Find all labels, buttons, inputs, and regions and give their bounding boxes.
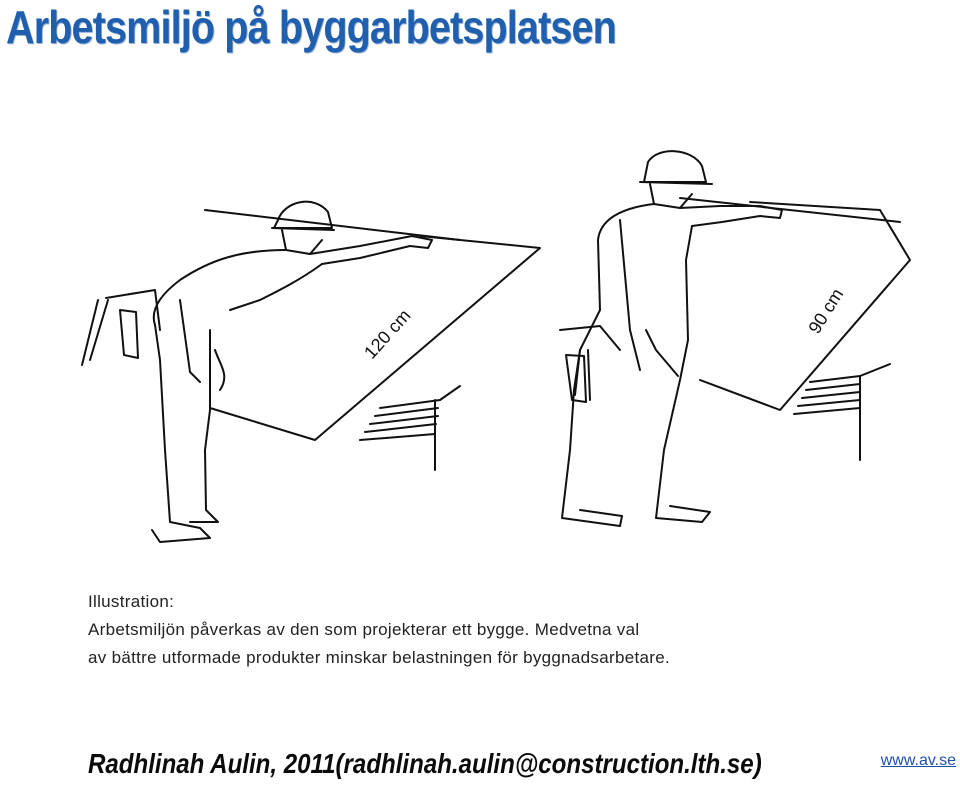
caption-line-2: av bättre utformade produkter minskar belastningen för byggnadsarbetare. bbox=[88, 648, 670, 667]
left-dimension-label: 120 cm bbox=[360, 305, 415, 363]
illustration-caption bbox=[88, 588, 908, 672]
slide-title: Arbetsmiljö på byggarbetsplatsen bbox=[6, 1, 616, 53]
right-worker bbox=[560, 151, 847, 526]
caption-heading: Illustration: bbox=[88, 592, 175, 611]
left-table-hatch bbox=[360, 400, 440, 470]
left-worker bbox=[82, 202, 432, 542]
right-table-hatch bbox=[794, 376, 860, 460]
author-credit: Radhlinah Aulin, 2011(radhlinah.aulin@construction.lth.se) bbox=[88, 748, 762, 779]
right-dimension-label: 90 cm bbox=[804, 284, 848, 338]
worker-illustration bbox=[60, 150, 920, 580]
website-link[interactable]: www.av.se bbox=[880, 752, 956, 769]
caption-line-1: Arbetsmiljön påverkas av den som projekterar ett bygge. Medvetna val bbox=[88, 620, 640, 639]
right-board bbox=[700, 202, 910, 410]
